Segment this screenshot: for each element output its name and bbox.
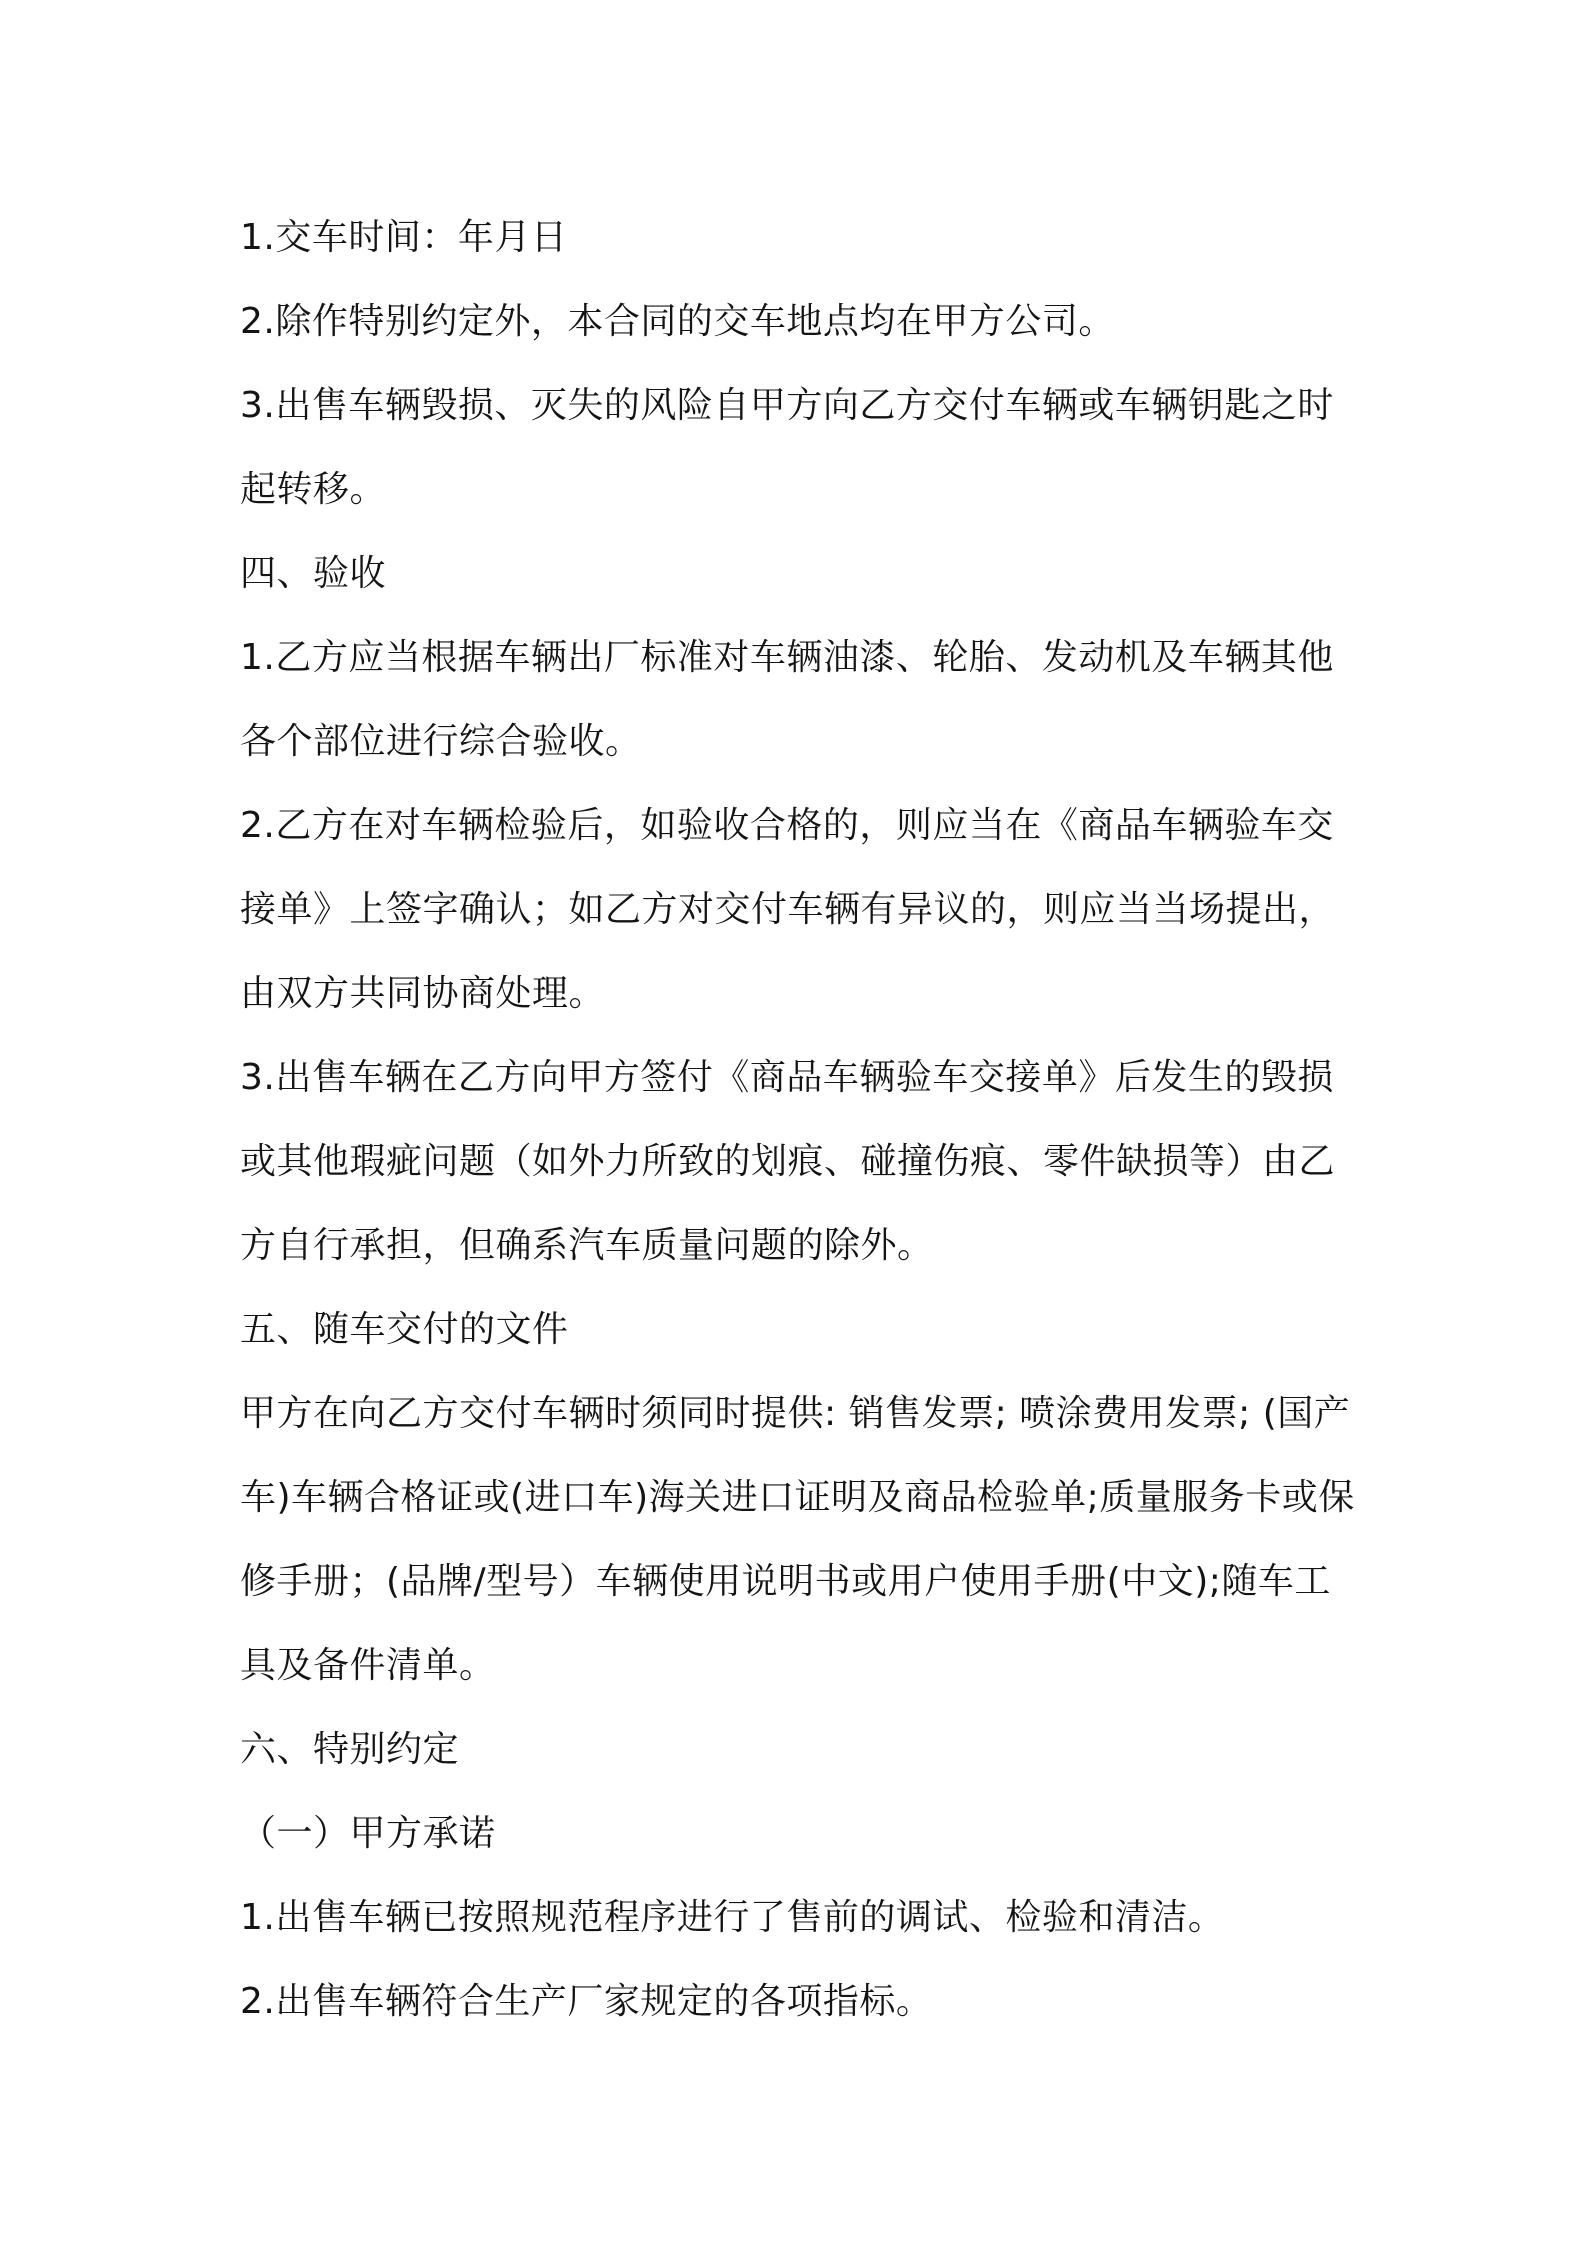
acceptance-clause-3: 3.出售车辆在乙方向甲方签付《商品车辆验车交接单》后发生的毁损或其他瑕疵问题（如外力所致的划痕、碰撞伤痕、零件缺损等）由乙方自行承担，但确系汽车质量问题的除外。 (240, 1057, 1336, 1266)
section-heading-documents: 五、随车交付的文件 (240, 1309, 569, 1350)
section-heading-acceptance: 四、验收 (240, 553, 387, 594)
document-body (240, 196, 1360, 2044)
commitment-clause-1: 1.出售车辆已按照规范程序进行了售前的调试、检验和清洁。 (240, 1897, 1225, 1938)
subheading-party-a-commitments: （一）甲方承诺 (240, 1813, 496, 1854)
risk-transfer-clause: 3.出售车辆毁损、灭失的风险自甲方向乙方交付车辆或车辆钥匙之时起转移。 (240, 385, 1334, 510)
acceptance-clause-2: 2.乙方在对车辆检验后，如验收合格的，则应当在《商品车辆验车交接单》上签字确认；如乙方对交付车辆有异议的，则应当当场提出，由双方共同协商处理。 (240, 805, 1336, 1014)
section-heading-special-terms: 六、特别约定 (240, 1729, 460, 1770)
delivery-location-clause: 2.除作特别约定外，本合同的交车地点均在甲方公司。 (240, 301, 1115, 342)
delivery-time-clause: 1.交车时间：年月日 (240, 217, 568, 258)
documents-clause: 甲方在向乙方交付车辆时须同时提供: 销售发票; 喷涂费用发票; (国产车)车辆合格证或(进口车)海关进口证明及商品检验单;质量服务卡或保修手册；(品牌/型号）车辆使用说明书或用户使用手册(中文);随车工具及备件清单。 (240, 1393, 1355, 1686)
commitment-clause-2: 2.出售车辆符合生产厂家规定的各项指标。 (240, 1981, 933, 2022)
acceptance-clause-1: 1.乙方应当根据车辆出厂标准对车辆油漆、轮胎、发动机及车辆其他各个部位进行综合验收。 (240, 637, 1334, 762)
